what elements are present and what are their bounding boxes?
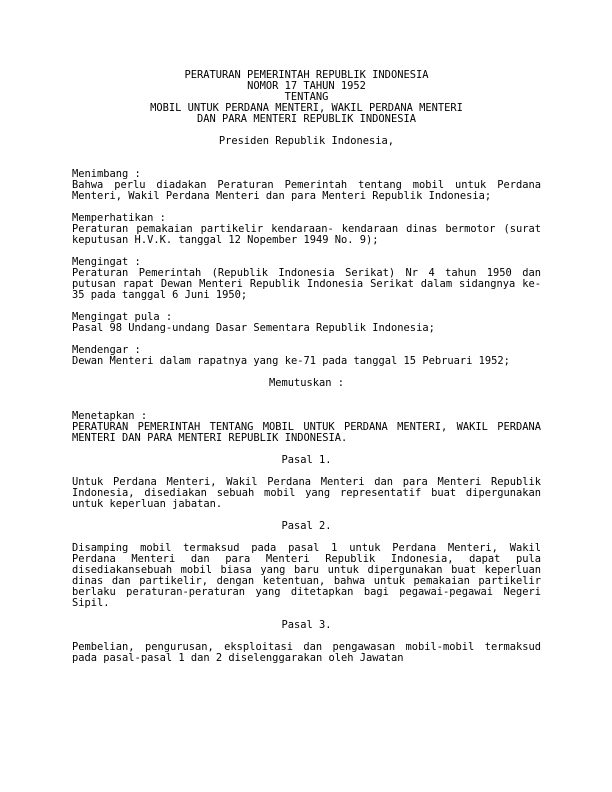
section-text: Dewan Menteri dalam rapatnya yang ke-71 pada tanggal 15 Pebruari 1952; [72,355,510,367]
document-body [72,70,541,664]
pasal-2-heading: Pasal 2. [281,520,332,532]
mengingat-pula-section [72,312,541,334]
pasal-1-heading: Pasal 1. [281,454,332,466]
menetapkan-section [72,411,541,444]
section-label: Mendengar : [72,344,141,356]
title-line: PERATURAN PEMERINTAH REPUBLIK INDONESIA [184,69,429,81]
section-text: PERATURAN PEMERINTAH TENTANG MOBIL UNTUK PERDANA MENTERI, WAKIL PERDANA MENTERI DAN PARA MENTERI REPUBLIK INDONESIA. [72,421,541,444]
presiden-line: Presiden Republik Indonesia, [218,135,395,147]
pasal-2-text: Disamping mobil termaksud pada pasal 1 untuk Perdana Menteri, Wakil Perdana Menteri dan para Menteri Republik Indonesia, dapat pula disediakansebuah mobil biasa yang baru untuk dipergunakan buat keperluan dinas dan partikelir, dengan ketentuan, bahwa untuk pemakaian partikelir berlaku peraturan-peraturan yang ditetapkan bagi pegawai-pegawai Negeri Sipil. [72,542,541,609]
mengingat-section [72,257,541,301]
section-label: Mengingat pula : [72,311,173,323]
section-text: Pasal 98 Undang-undang Dasar Sementara Republik Indonesia; [72,322,435,334]
title-line: DAN PARA MENTERI REPUBLIK INDONESIA [197,113,416,125]
section-label: Menetapkan : [72,410,148,422]
title-line: NOMOR 17 TAHUN 1952 [247,80,366,92]
title-line: MOBIL UNTUK PERDANA MENTERI, WAKIL PERDANA MENTERI [150,102,463,114]
section-label: Mengingat : [72,256,141,268]
memperhatikan-section [72,213,541,246]
title-line: TENTANG [284,91,329,103]
section-label: Menimbang : [72,168,141,180]
section-text: Peraturan pemakaian partikelir kendaraan- kendaraan dinas bermotor (surat keputusan H.V.K. tanggal 12 Nopember 1949 No. 9); [72,223,541,246]
document-title [72,70,541,125]
mendengar-section [72,345,541,367]
section-text: Bahwa perlu diadakan Peraturan Pemerintah tentang mobil untuk Perdana Menteri, Wakil Perdana Menteri dan para Menteri Republik Indonesia; [72,179,541,202]
pasal-3-text: Pembelian, pengurusan, eksploitasi dan pengawasan mobil-mobil termaksud pada pasal-pasal 1 dan 2 diselenggarakan oleh Jawatan [72,641,541,664]
menimbang-section [72,169,541,202]
section-text: Peraturan Pemerintah (Republik Indonesia Serikat) Nr 4 tahun 1950 dan putusan rapat Dewan Menteri Republik Indonesia Serikat dalam sidangnya ke-35 pada tanggal 6 Juni 1950; [72,267,541,301]
pasal-3-heading: Pasal 3. [281,619,332,631]
section-label: Memperhatikan : [72,212,166,224]
memutuskan-heading: Memutuskan : [268,377,345,389]
pasal-1-text: Untuk Perdana Menteri, Wakil Perdana Menteri dan para Menteri Republik Indonesia, disediakan sebuah mobil yang representatif buat dipergunakan untuk keperluan jabatan. [72,476,541,510]
